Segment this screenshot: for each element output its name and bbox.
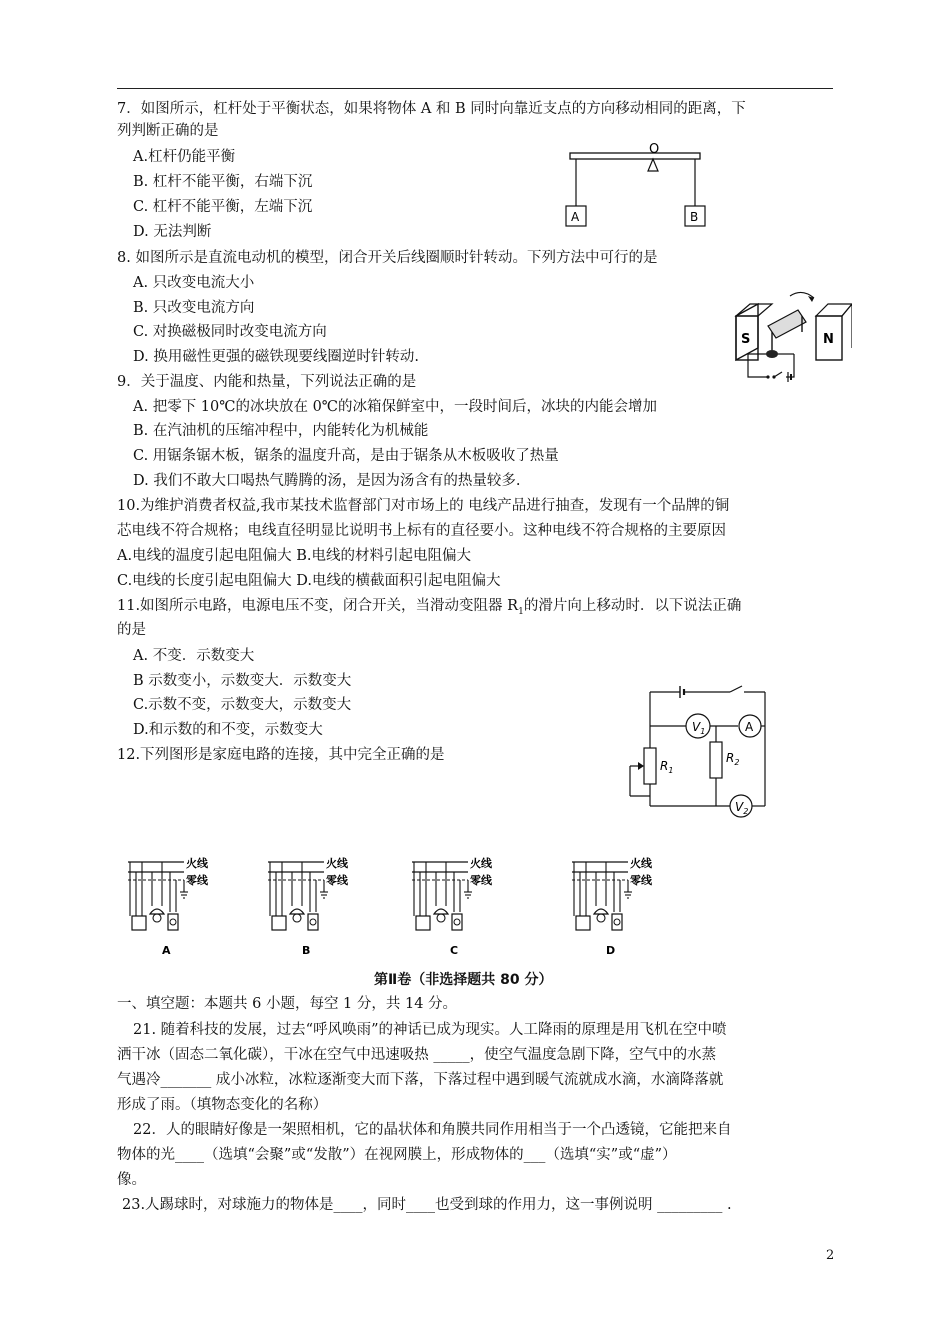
circuit-diagram [620, 682, 780, 822]
live-wire-label-c: 火线 [470, 857, 492, 870]
header-rule [117, 88, 833, 89]
q11-option-a: A. 不变．示数变大 [133, 648, 255, 664]
q21-line4: 形成了雨。（填物态变化的名称） [117, 1097, 328, 1113]
v2-label: $V_2$ [735, 800, 749, 816]
q7-stem-line1: 7．如图所示，杠杆处于平衡状态，如果将物体 A 和 B 同时向靠近支点的方向移动相同的距离，下 [117, 101, 746, 117]
neutral-wire-label-c: 零线 [470, 874, 492, 887]
household-circuit-options [122, 856, 702, 960]
live-wire-label-b: 火线 [326, 857, 348, 870]
q10-stem-line1: 10.为维护消费者权益,我市某技术监督部门对市场上的 电线产品进行抽查，发现有一个品牌的铜 [117, 498, 730, 514]
r2-label: $R_2$ [726, 751, 740, 767]
q22-line3: 像。 [117, 1172, 146, 1188]
option-label-d: D [606, 944, 616, 957]
q21-line1: 21. 随着科技的发展，过去“呼风唤雨”的神话已成为现实。人工降雨的原理是用飞机在空中喷 [133, 1022, 727, 1038]
ammeter-label: A [745, 720, 754, 734]
part2-title: 第Ⅱ卷（非选择题共 80 分） [374, 972, 553, 988]
lever-b-label: B [690, 210, 699, 224]
lever-a-label: A [571, 210, 580, 224]
q11-stem-line2: 的是 [117, 622, 146, 638]
lever-pivot-label: O [649, 142, 660, 157]
q9-stem: 9．关于温度、内能和热量，下列说法正确的是 [117, 374, 417, 390]
q11-stem-line1: 11.如图所示电路，电源电压不变，闭合开关，当滑动变阻器 $R_1$的滑片向上移动时．以下说法正确 [117, 598, 742, 617]
neutral-wire-label-b: 零线 [326, 874, 348, 887]
option-label-b: B [302, 944, 311, 957]
live-wire-label-d: 火线 [630, 857, 652, 870]
q21-line2: 洒干冰（固态二氧化碳），干冰在空气中迅速吸热 _____，使空气温度急剧下降，空气中的水蒸 [117, 1047, 717, 1063]
q7-option-b: B. 杠杆不能平衡，右端下沉 [133, 174, 313, 190]
q8-option-c: C. 对换磁极同时改变电流方向 [133, 324, 327, 340]
q23-line1: 23.人踢球时，对球施力的物体是____，同时____也受到球的作用力，这一事例说明 _________ . [122, 1197, 732, 1213]
q10-options-cd: C.电线的长度引起电阻偏大 D.电线的横截面积引起电阻偏大 [117, 573, 501, 589]
dc-motor-diagram [728, 282, 852, 384]
q22-line1: 22．人的眼睛好像是一架照相机，它的晶状体和角膜共同作用相当于一个凸透镜，它能把来自 [133, 1122, 732, 1138]
q9-option-a: A. 把零下 10℃的冰块放在 0℃的冰箱保鲜室中，一段时间后，冰块的内能会增加 [133, 399, 658, 415]
lever-diagram [560, 142, 720, 234]
q11-option-b: B 示数变小，示数变大．示数变大 [133, 673, 352, 689]
q8-option-b: B. 只改变电流方向 [133, 300, 255, 316]
q22-line2: 物体的光____（选填“会聚”或“发散”）在视网膜上，形成物体的___（选填“实”或“虚”） [117, 1147, 677, 1163]
q9-option-d: D. 我们不敢大口喝热气腾腾的汤，是因为汤含有的热量较多. [133, 473, 521, 489]
option-label-a: A [162, 944, 171, 957]
section-heading: 一、填空题：本题共 6 小题，每空 1 分，共 14 分。 [117, 996, 458, 1012]
page-number: 2 [826, 1248, 835, 1263]
q10-stem-line2: 芯电线不符合规格；电线直径明显比说明书上标有的直径要小。这种电线不符合规格的主要原因 [117, 523, 726, 539]
q7-stem-line2: 列判断正确的是 [117, 123, 219, 139]
q8-stem: 8. 如图所示是直流电动机的模型，闭合开关后线圈顺时针转动。下列方法中可行的是 [117, 250, 658, 266]
q9-option-b: B. 在汽油机的压缩冲程中，内能转化为机械能 [133, 423, 429, 439]
q21-line3: 气遇冷_______ 成小冰粒，冰粒逐渐变大而下落，下落过程中遇到暖气流就成水滴，水滴降落就 [117, 1072, 724, 1088]
option-label-c: C [450, 944, 459, 957]
q12-stem: 12.下列图形是家庭电路的连接，其中完全正确的是 [117, 747, 445, 763]
q8-option-a: A. 只改变电流大小 [133, 275, 255, 291]
q9-option-c: C. 用锯条锯木板，锯条的温度升高，是由于锯条从木板吸收了热量 [133, 448, 559, 464]
q11-option-c: C.示数不变，示数变大，示数变大 [133, 697, 352, 713]
q7-option-d: D. 无法判断 [133, 224, 212, 240]
motor-south-label: S [741, 332, 751, 347]
neutral-wire-label-a: 零线 [186, 874, 208, 887]
motor-north-label: N [823, 332, 834, 347]
q7-option-a: A.杠杆仍能平衡 [133, 149, 236, 165]
q8-option-d: D. 换用磁性更强的磁铁现要线圈逆时针转动. [133, 349, 419, 365]
r1-label: $R_1$ [660, 759, 674, 775]
q7-option-c: C. 杠杆不能平衡，左端下沉 [133, 199, 313, 215]
v1-label: $V_1$ [692, 720, 706, 736]
live-wire-label-a: 火线 [186, 857, 208, 870]
neutral-wire-label-d: 零线 [630, 874, 652, 887]
q11-option-d: D.和示数的和不变，示数变大 [133, 722, 323, 738]
q10-options-ab: A.电线的温度引起电阻偏大 B.电线的材料引起电阻偏大 [117, 548, 471, 564]
